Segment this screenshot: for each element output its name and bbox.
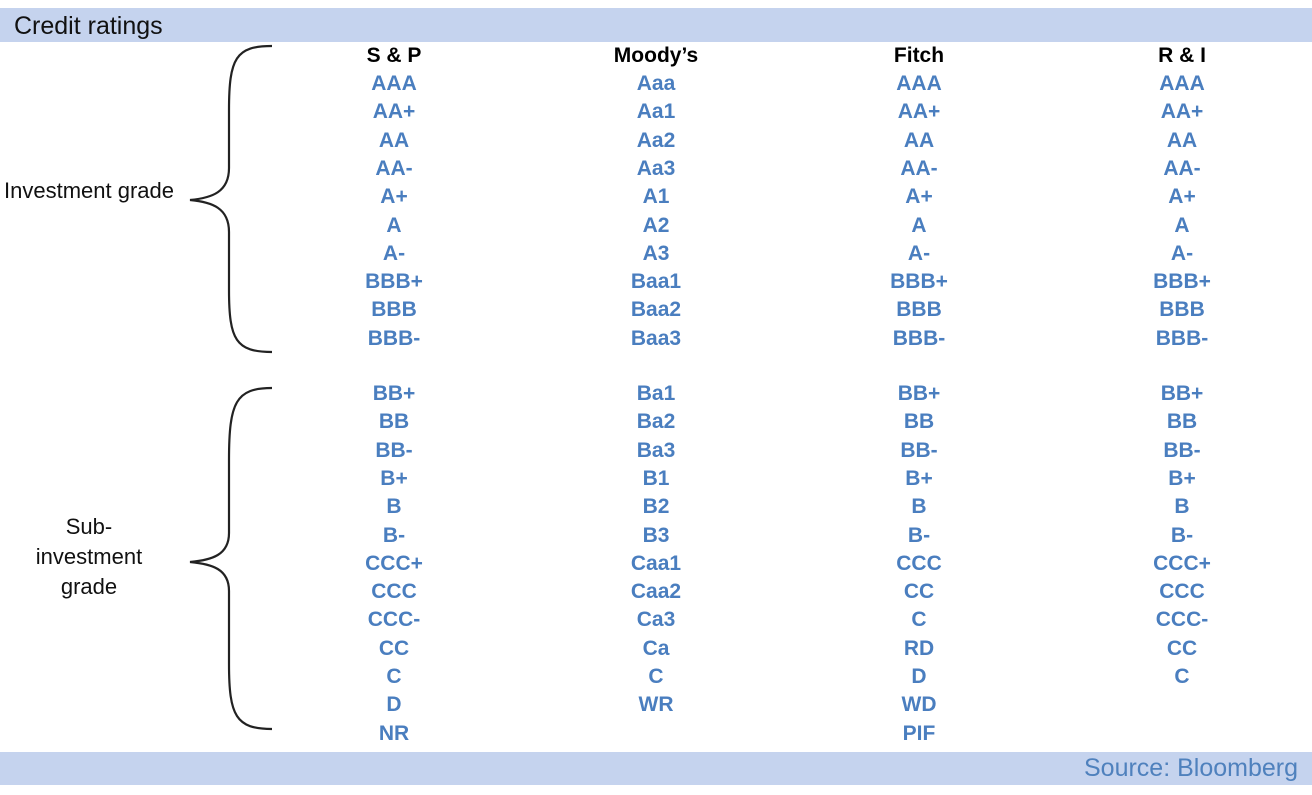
rating-cell: Aa3: [636, 156, 676, 180]
rating-cell: BBB: [1159, 298, 1205, 322]
agency-name: Fitch: [893, 44, 945, 67]
rating-cell: BBB: [896, 298, 942, 322]
agency-name: Moody’s: [613, 44, 699, 67]
rating-cell: A+: [1168, 185, 1196, 209]
rating-cell: CC: [903, 580, 935, 604]
rating-cell: CC: [1166, 636, 1198, 660]
rating-cell: Ca: [642, 636, 670, 660]
rating-cell: Baa1: [630, 270, 682, 294]
rating-cell: A-: [1170, 241, 1194, 265]
rating-cell: CCC-: [1155, 608, 1209, 632]
rating-cell: CCC+: [1153, 551, 1211, 575]
rating-cell: B-: [907, 523, 931, 547]
rating-cell: Caa1: [630, 551, 682, 575]
rating-cell: PIF: [902, 721, 936, 745]
rating-cell: D: [386, 693, 402, 717]
agency-name: R & I: [1158, 44, 1206, 67]
rating-cell: CCC: [1159, 580, 1205, 604]
rating-cell: AAA: [1159, 72, 1205, 95]
rating-cell: A-: [907, 241, 931, 265]
rating-cell: B1: [642, 466, 670, 490]
investment-brace: [190, 46, 272, 352]
rating-cell: B+: [1168, 466, 1196, 490]
rating-cell: BBB+: [1153, 270, 1211, 294]
footer-bar: [0, 752, 1312, 785]
rating-cell: RD: [903, 636, 935, 660]
rating-cell: BB+: [1160, 382, 1204, 405]
rating-cell: Aa2: [636, 128, 676, 152]
rating-cell: BB: [1166, 410, 1198, 434]
rating-cell: AAA: [371, 72, 417, 95]
rating-cell: B+: [905, 466, 933, 490]
source-credit: Source: Bloomberg: [1083, 754, 1298, 782]
rating-cell: BBB-: [892, 326, 946, 350]
rating-cell: D: [911, 665, 927, 688]
rating-cell: A: [386, 213, 402, 237]
rating-cell: BBB+: [890, 270, 948, 294]
rating-cell: AAA: [896, 72, 942, 95]
rating-cell: Ba2: [636, 410, 676, 434]
rating-cell: C: [911, 608, 927, 632]
rating-cell: AA-: [375, 156, 413, 180]
rating-cell: A-: [382, 241, 406, 265]
rating-cell: CCC: [371, 580, 417, 604]
rating-cell: B: [1174, 495, 1190, 519]
rating-cell: CCC+: [365, 551, 423, 575]
rating-cell: BB-: [375, 438, 413, 462]
rating-cell: B-: [382, 523, 406, 547]
rating-cell: A: [911, 213, 927, 237]
rating-cell: AA: [1166, 128, 1198, 152]
page-title: Credit ratings: [14, 12, 163, 40]
rating-cell: CCC-: [367, 608, 421, 632]
rating-cell: WD: [901, 693, 937, 717]
rating-cell: A1: [642, 185, 670, 209]
rating-cell: BBB: [371, 298, 417, 322]
rating-cell: BB-: [900, 438, 938, 462]
rating-cell: C: [386, 665, 402, 688]
rating-cell: A+: [905, 185, 933, 209]
rating-cell: Baa2: [630, 298, 682, 322]
rating-cell: WR: [638, 693, 674, 717]
rating-cell: B-: [1170, 523, 1194, 547]
rating-cell: B3: [642, 523, 670, 547]
rating-cell: Caa2: [630, 580, 682, 604]
rating-cell: A: [1174, 213, 1190, 237]
rating-cell: AA+: [1160, 100, 1204, 124]
rating-cell: BB: [903, 410, 935, 434]
rating-cell: AA-: [900, 156, 938, 180]
rating-cell: CCC: [896, 551, 942, 575]
rating-cell: Aa1: [636, 100, 676, 124]
rating-cell: C: [1174, 665, 1190, 688]
rating-cell: A2: [642, 213, 670, 237]
rating-cell: C: [648, 665, 664, 688]
rating-cell: Ba3: [636, 438, 676, 462]
rating-cell: Aaa: [636, 72, 676, 95]
agency-name: S & P: [366, 44, 422, 67]
rating-cell: Ca3: [636, 608, 676, 632]
rating-cell: A3: [642, 241, 670, 265]
rating-cell: AA+: [372, 100, 416, 124]
rating-cell: BBB-: [1155, 326, 1209, 350]
rating-cell: AA: [378, 128, 410, 152]
rating-cell: B+: [380, 466, 408, 490]
rating-cell: CC: [378, 636, 410, 660]
investment-grade-label: [4, 176, 174, 206]
rating-cell: A+: [380, 185, 408, 209]
sub-investment-brace: [190, 388, 272, 729]
rating-cell: BBB+: [365, 270, 423, 294]
rating-cell: BB+: [897, 382, 941, 405]
rating-cell: AA+: [897, 100, 941, 124]
rating-cell: AA: [903, 128, 935, 152]
rating-cell: B: [911, 495, 927, 519]
investment-grade-text: Investment grade: [4, 178, 174, 203]
sub-investment-grade-text: Sub-investment grade: [35, 514, 143, 599]
sub-investment-grade-label: [14, 512, 164, 602]
rating-cell: B: [386, 495, 402, 519]
rating-cell: B2: [642, 495, 670, 519]
rating-cell: Ba1: [636, 382, 676, 405]
rating-cell: BB-: [1163, 438, 1201, 462]
rating-cell: NR: [378, 721, 410, 745]
rating-cell: BB: [378, 410, 410, 434]
rating-cell: BB+: [372, 382, 416, 405]
rating-cell: AA-: [1163, 156, 1201, 180]
rating-cell: BBB-: [367, 326, 421, 350]
rating-cell: Baa3: [630, 326, 682, 350]
